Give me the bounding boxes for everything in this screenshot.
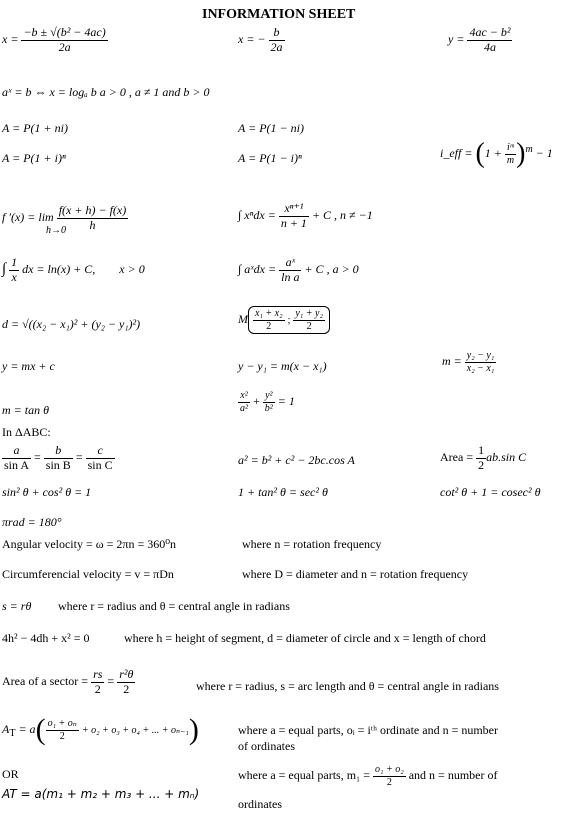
derivative-limit: h→0 (46, 225, 66, 236)
log-definition: aˣ = b ⇔ x = logₐ b a > 0 , a ≠ 1 and b > 0 (2, 85, 210, 99)
tan-sec-identity: 1 + tan² θ = sec² θ (238, 485, 328, 499)
radian-conversion: πrad = 180° (2, 515, 62, 529)
alt-rule-where: where a = equal parts, m₁ = $\frac{\text{o₁ + o₂}}{2}$ and n = number of (238, 764, 498, 788)
alt-area-rule: AT = a(m₁ + m₂ + m₃ + ... + mₙ) (2, 787, 200, 801)
sector-area: Area of a sector = $\frac{rs}{2}$ = $\frac{\text{r²θ}}{2}$ (2, 667, 134, 696)
sector-area-where: where r = radius, s = arc length and θ = central angle in radians (196, 679, 499, 693)
point-slope-equation: y − y₁ = m(x − x₁) (238, 359, 327, 373)
triangle-label: In ΔABC: (2, 425, 51, 439)
exponential-integral: ∫ aˣdx = $\frac{\text{aˣ}}{\text{ln a}}$ + C , a > 0 (238, 255, 359, 284)
angular-velocity-where: where n = rotation frequency (242, 537, 382, 551)
line-equation: y = mx + c (2, 359, 55, 373)
mid-ordinate-where-2: of ordinates (238, 739, 295, 753)
alt-rule-where-2: ordinates (238, 797, 282, 811)
vertex-y-formula: y = $\frac{\text{4ac − b²}}{4a}$ (448, 25, 511, 54)
segment-where: where h = height of segment, d = diameter of circle and x = length of chord (124, 631, 486, 645)
compound-interest-decay: A = P(1 − i)ⁿ (238, 151, 302, 165)
derivative-definition: f ′(x) = lim $\frac{f(x + h) - f(x)}{h}$ (2, 203, 127, 232)
inclination-formula: m = tan θ (2, 403, 49, 417)
simple-interest-decay: A = P(1 − ni) (238, 121, 304, 135)
triangle-area-formula: Area = $\frac{1}{2}$ ab.sin C (440, 443, 527, 472)
segment-formula: 4h² − 4dh + x² = 0 (2, 631, 90, 645)
ellipse-equation: $\frac{\text{x²}}{\text{a²}}$ + $\frac{\text{y²}}{\text{b²}}$ = 1 (240, 390, 295, 414)
angular-velocity: Angular velocity = ω = 2πn = 360⁰n (2, 537, 177, 551)
sine-rule: $\frac{a}{\text{sin A}}$ = $\frac{b}{\text{sin B}}$ = $\frac{c}{\text{sin C}}$ (4, 443, 113, 472)
circumferential-velocity: Circumferencial velocity = v = πDn (2, 567, 174, 581)
arc-length: s = rθ (2, 599, 32, 613)
gradient-formula: m = $\frac{\text{y₂ − y₁}}{\text{x₂ − x₁}}$ (442, 350, 495, 374)
circumferential-velocity-where: where D = diameter and n = rotation frequency (242, 567, 469, 581)
simple-interest-growth: A = P(1 + ni) (2, 121, 68, 135)
cosine-rule: a² = b² + c² − 2bc.cos A (238, 453, 355, 467)
cot-cosec-identity: cot² θ + 1 = cosec² θ (440, 485, 541, 499)
page-title: INFORMATION SHEET (202, 7, 356, 22)
effective-rate-formula: i_eff = (1 + $\frac{\text{iᵐ}}{m}$ )$^m$ − 1 (440, 137, 553, 169)
distance-formula: d = √((x₂ − x₁)² + (y₂ − y₁)²) (2, 317, 141, 331)
compound-interest-growth: A = P(1 + i)ⁿ (2, 151, 66, 165)
arc-length-where: where r = radius and θ = central angle in radians (58, 599, 290, 613)
mid-ordinate-rule: $A_T = a$( $\frac{\text{o₁ + oₙ}}{2}$ + o₂ + o₃ + o₄ + ... + oₙ₋₁) (2, 713, 199, 746)
vertex-x-formula: x = − $\frac{b}{2a}$ (238, 25, 283, 54)
pythagorean-identity: sin² θ + cos² θ = 1 (2, 485, 92, 499)
or-label: OR (2, 767, 19, 781)
quadratic-formula: x = $\frac{\text{−b ± √(b² − 4ac)}}{2a}$ (2, 25, 106, 54)
mid-ordinate-where: where a = equal parts, oᵢ = iᵗʰ ordinate and n = number (238, 723, 499, 737)
log-integral: ∫ $\frac{1}{x}$ dx = ln(x) + C, x > 0 (2, 255, 145, 284)
midpoint-formula: M $\frac{\text{x₁ + x₂}}{2}$ ; $\frac{\text{y₁ + y₂}}{2}$ (238, 306, 330, 334)
power-rule-integral: ∫ xⁿdx = $\frac{\text{xⁿ⁺¹}}{n + 1}$ + C , n ≠ −1 (238, 201, 373, 230)
